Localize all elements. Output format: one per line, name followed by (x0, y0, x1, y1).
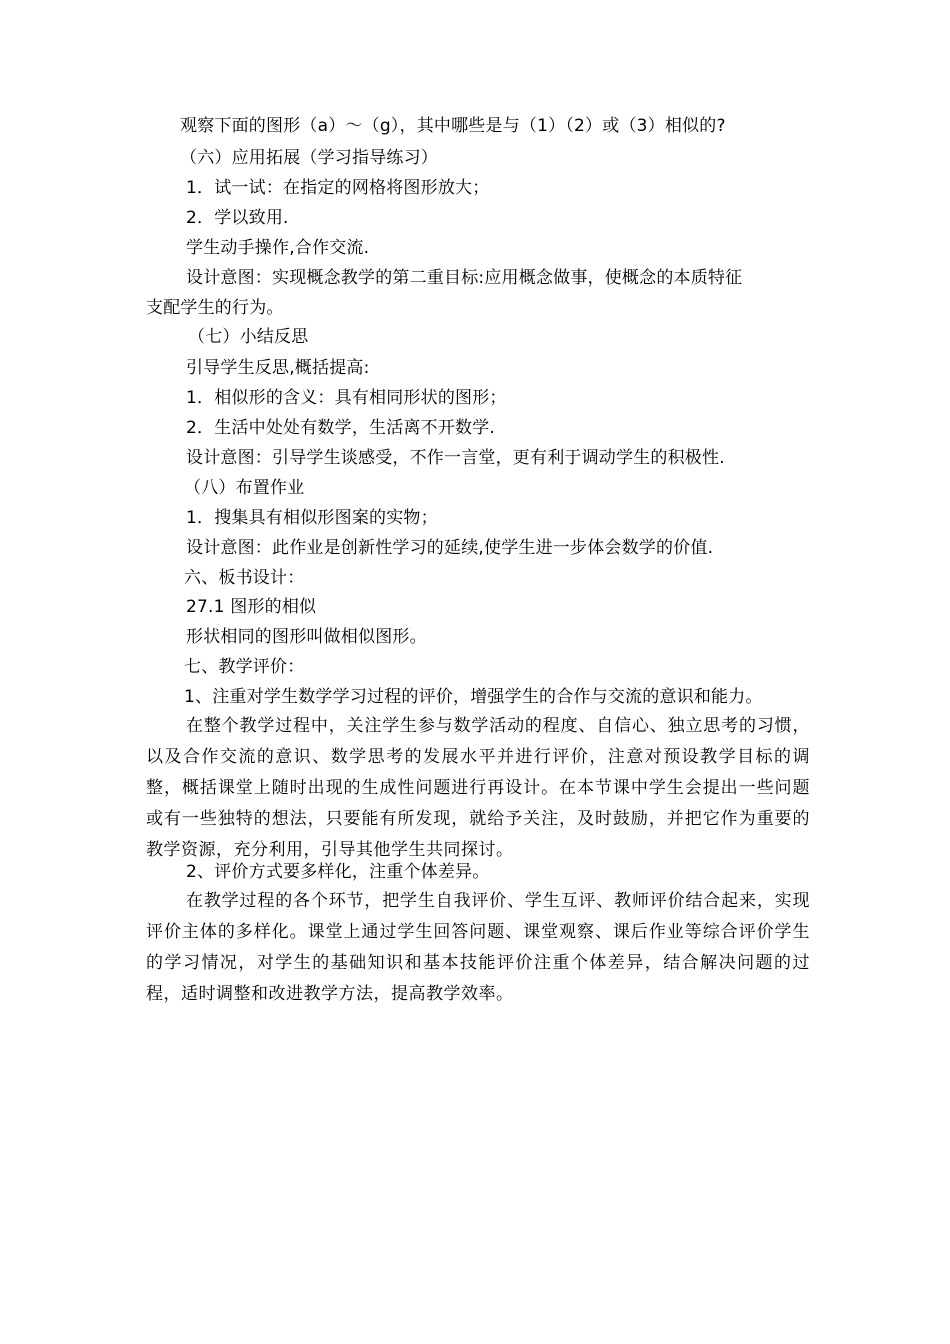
section-heading-evaluation: 七、教学评价： (184, 657, 305, 677)
design-intent-line: 设计意图：引导学生谈感受，不作一言堂，更有利于调动学生的积极性. (186, 448, 725, 468)
question-line: 观察下面的图形（a）～（g），其中哪些是与（1）（2）或（3）相似的? (180, 116, 726, 136)
list-item: 2．生活中处处有数学，生活离不开数学. (186, 418, 496, 438)
evaluation-point-1: 1、注重对学生数学学习过程的评价，增强学生的合作与交流的意识和能力。 (184, 687, 763, 707)
text-line: 引导学生反思,概括提高: (186, 358, 370, 378)
section-heading-6: （六）应用拓展（学习指导练习） (180, 148, 438, 168)
board-definition: 形状相同的图形叫做相似图形。 (186, 627, 427, 647)
design-intent-line: 设计意图：此作业是创新性学习的延续,使学生进一步体会数学的价值. (186, 538, 714, 558)
section-heading-7: （七）小结反思 (188, 327, 309, 347)
text-line: 支配学生的行为。 (146, 298, 284, 318)
evaluation-paragraph-2: 在教学过程的各个环节，把学生自我评价、学生互评、教师评价结合起来，实现评价主体的多样化。课堂上通过学生回答问题、课堂观察、课后作业等综合评价学生的学习情况，对学生的基础知识和基本技能评价注重个体差异，结合解决问题的过程，适时调整和改进教学方法，提高教学效率。 (146, 891, 810, 1004)
evaluation-paragraph-1: 在整个教学过程中，关注学生参与数学活动的程度、自信心、独立思考的习惯，以及合作交流的意识、数学思考的发展水平并进行评价，注意对预设教学目标的调整，概括课堂上随时出现的生成性问题进行再设计。在本节课中学生会提出一些问题或有一些独特的想法，只要能有所发现，就给予关注，及时鼓励，并把它作为重要的教学资源，充分利用，引导其他学生共同探讨。 (146, 716, 810, 860)
design-intent-line: 设计意图：实现概念教学的第二重目标:应用概念做事，使概念的本质特征 (186, 268, 743, 288)
list-item: 1．搜集具有相似形图案的实物； (186, 508, 438, 528)
board-title: 27.1 图形的相似 (186, 597, 317, 617)
list-item: 1．相似形的含义：具有相同形状的图形； (186, 388, 507, 408)
list-item: 2．学以致用. (186, 208, 289, 228)
text-line: 学生动手操作,合作交流. (186, 238, 370, 258)
section-heading-board: 六、板书设计： (184, 568, 305, 588)
section-heading-8: （八）布置作业 (184, 478, 305, 498)
list-item: 1．试一试：在指定的网格将图形放大； (186, 178, 490, 198)
evaluation-point-2: 2、评价方式要多样化，注重个体差异。 (186, 862, 490, 882)
